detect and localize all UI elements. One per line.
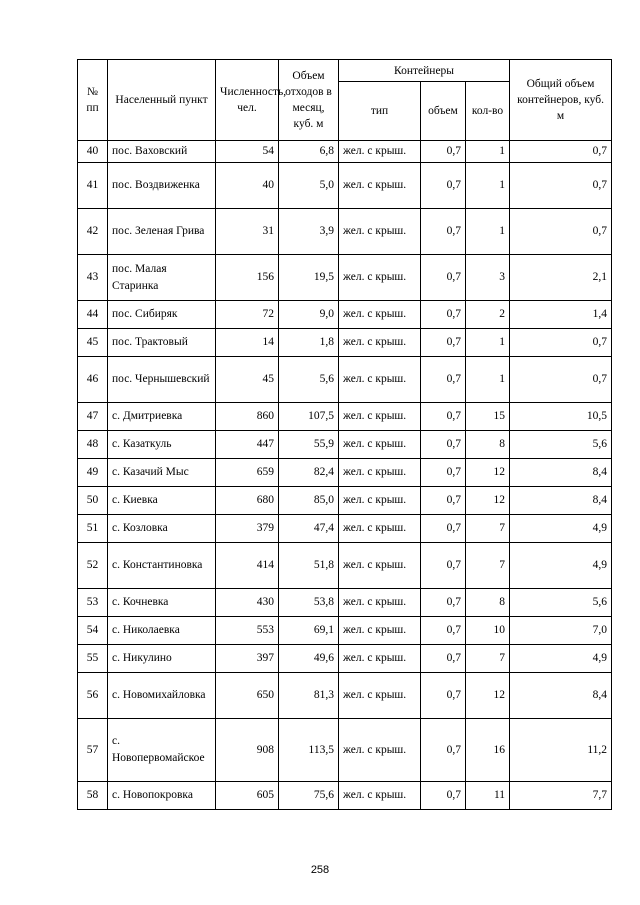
population-value: 908 [216,719,279,782]
total-volume-value: 8,4 [510,673,612,719]
container-count-value: 1 [466,209,510,255]
population-value: 31 [216,209,279,255]
container-type-value: жел. с крыш. [339,329,421,357]
row-number: 53 [78,589,108,617]
container-volume-value: 0,7 [421,673,466,719]
population-value: 72 [216,301,279,329]
container-volume-value: 0,7 [421,487,466,515]
row-number: 40 [78,141,108,163]
container-count-value: 12 [466,487,510,515]
container-volume-value: 0,7 [421,617,466,645]
waste-volume-value: 53,8 [279,589,339,617]
waste-volume-value: 107,5 [279,403,339,431]
settlement-name: с. Казачий Мыс [108,459,216,487]
settlement-name: пос. Трактовый [108,329,216,357]
total-volume-value: 0,7 [510,329,612,357]
table-row [78,673,612,719]
settlement-name: с. Новопокровка [108,782,216,810]
row-number: 55 [78,645,108,673]
container-type-value: жел. с крыш. [339,357,421,403]
table-row [78,459,612,487]
container-count-value: 12 [466,459,510,487]
settlement-name: пос. Зеленая Грива [108,209,216,255]
container-count-value: 3 [466,255,510,301]
table-row [78,543,612,589]
row-number: 54 [78,617,108,645]
total-volume-value: 7,0 [510,617,612,645]
row-number: 57 [78,719,108,782]
waste-volume-value: 5,6 [279,357,339,403]
total-volume-value: 0,7 [510,163,612,209]
header-total-volume: Общий объем контейнеров, куб. м [510,60,612,141]
waste-volume-value: 19,5 [279,255,339,301]
table-row [78,141,612,163]
row-number: 45 [78,329,108,357]
container-count-value: 1 [466,357,510,403]
table-row [78,515,612,543]
table-row [78,617,612,645]
row-number: 51 [78,515,108,543]
row-number: 46 [78,357,108,403]
container-volume-value: 0,7 [421,589,466,617]
population-value: 650 [216,673,279,719]
container-type-value: жел. с крыш. [339,301,421,329]
table-row [78,431,612,459]
container-count-value: 15 [466,403,510,431]
waste-volume-value: 51,8 [279,543,339,589]
settlements-waste-table [77,59,612,810]
container-type-value: жел. с крыш. [339,617,421,645]
population-value: 447 [216,431,279,459]
table-body [78,141,612,810]
container-volume-value: 0,7 [421,459,466,487]
row-number: 58 [78,782,108,810]
row-number: 49 [78,459,108,487]
waste-volume-value: 6,8 [279,141,339,163]
table-row [78,782,612,810]
table-row [78,403,612,431]
container-type-value: жел. с крыш. [339,673,421,719]
total-volume-value: 1,4 [510,301,612,329]
total-volume-value: 0,7 [510,209,612,255]
container-count-value: 12 [466,673,510,719]
container-volume-value: 0,7 [421,403,466,431]
population-value: 379 [216,515,279,543]
table-row [78,589,612,617]
waste-volume-value: 3,9 [279,209,339,255]
container-count-value: 7 [466,543,510,589]
settlement-name: пос. Воздвиженка [108,163,216,209]
population-value: 553 [216,617,279,645]
container-volume-value: 0,7 [421,255,466,301]
population-value: 414 [216,543,279,589]
container-count-value: 11 [466,782,510,810]
container-count-value: 1 [466,163,510,209]
total-volume-value: 5,6 [510,431,612,459]
page-number: 258 [310,864,330,876]
container-type-value: жел. с крыш. [339,782,421,810]
waste-volume-value: 69,1 [279,617,339,645]
waste-volume-value: 75,6 [279,782,339,810]
container-volume-value: 0,7 [421,357,466,403]
table-row [78,329,612,357]
container-count-value: 16 [466,719,510,782]
container-type-value: жел. с крыш. [339,645,421,673]
container-count-value: 2 [466,301,510,329]
settlement-name: с. Козловка [108,515,216,543]
container-volume-value: 0,7 [421,301,466,329]
table-row [78,719,612,782]
total-volume-value: 0,7 [510,141,612,163]
settlement-name: пос. Сибиряк [108,301,216,329]
container-type-value: жел. с крыш. [339,459,421,487]
population-value: 680 [216,487,279,515]
total-volume-value: 10,5 [510,403,612,431]
container-type-value: жел. с крыш. [339,431,421,459]
container-type-value: жел. с крыш. [339,163,421,209]
waste-volume-value: 47,4 [279,515,339,543]
waste-volume-value: 81,3 [279,673,339,719]
header-waste-volume: Объем отходов в месяц, куб. м [279,60,339,141]
total-volume-value: 8,4 [510,459,612,487]
settlement-name: с. Казаткуль [108,431,216,459]
waste-volume-value: 113,5 [279,719,339,782]
settlement-name: с. Кочневка [108,589,216,617]
waste-volume-value: 49,6 [279,645,339,673]
population-value: 659 [216,459,279,487]
header-containers: Контейнеры [339,60,510,82]
waste-volume-value: 55,9 [279,431,339,459]
total-volume-value: 7,7 [510,782,612,810]
container-count-value: 1 [466,329,510,357]
container-type-value: жел. с крыш. [339,543,421,589]
container-count-value: 1 [466,141,510,163]
container-volume-value: 0,7 [421,719,466,782]
container-volume-value: 0,7 [421,543,466,589]
population-value: 860 [216,403,279,431]
row-number: 50 [78,487,108,515]
settlement-name: пос. Малая Старинка [108,255,216,301]
container-count-value: 8 [466,589,510,617]
header-container-type: тип [339,82,421,141]
table-row [78,357,612,403]
row-number: 44 [78,301,108,329]
population-value: 45 [216,357,279,403]
table-row [78,209,612,255]
row-number: 43 [78,255,108,301]
container-type-value: жел. с крыш. [339,589,421,617]
total-volume-value: 8,4 [510,487,612,515]
container-type-value: жел. с крыш. [339,515,421,543]
settlement-name: с. Новомихайловка [108,673,216,719]
population-value: 40 [216,163,279,209]
header-settlement: Населенный пункт [108,60,216,141]
row-number: 48 [78,431,108,459]
population-value: 156 [216,255,279,301]
header-no: № пп [78,60,108,141]
table-row [78,163,612,209]
settlement-name: с. Константиновка [108,543,216,589]
container-volume-value: 0,7 [421,141,466,163]
container-type-value: жел. с крыш. [339,209,421,255]
container-volume-value: 0,7 [421,645,466,673]
table-row [78,645,612,673]
table-row [78,255,612,301]
container-volume-value: 0,7 [421,782,466,810]
header-container-count: кол-во [466,82,510,141]
settlement-name: с. Новопервомайское [108,719,216,782]
container-count-value: 7 [466,515,510,543]
settlement-name: с. Киевка [108,487,216,515]
container-count-value: 10 [466,617,510,645]
container-type-value: жел. с крыш. [339,255,421,301]
waste-volume-value: 5,0 [279,163,339,209]
population-value: 54 [216,141,279,163]
settlement-name: пос. Чернышевский [108,357,216,403]
container-volume-value: 0,7 [421,515,466,543]
container-type-value: жел. с крыш. [339,719,421,782]
population-value: 605 [216,782,279,810]
total-volume-value: 5,6 [510,589,612,617]
container-volume-value: 0,7 [421,163,466,209]
container-count-value: 7 [466,645,510,673]
row-number: 56 [78,673,108,719]
total-volume-value: 4,9 [510,543,612,589]
population-value: 397 [216,645,279,673]
waste-volume-value: 82,4 [279,459,339,487]
waste-volume-value: 1,8 [279,329,339,357]
table-row [78,487,612,515]
settlement-name: с. Николаевка [108,617,216,645]
container-type-value: жел. с крыш. [339,141,421,163]
table-row [78,301,612,329]
total-volume-value: 4,9 [510,645,612,673]
total-volume-value: 0,7 [510,357,612,403]
row-number: 52 [78,543,108,589]
header-container-volume: объем [421,82,466,141]
total-volume-value: 11,2 [510,719,612,782]
population-value: 430 [216,589,279,617]
population-value: 14 [216,329,279,357]
container-type-value: жел. с крыш. [339,403,421,431]
container-volume-value: 0,7 [421,329,466,357]
total-volume-value: 4,9 [510,515,612,543]
container-type-value: жел. с крыш. [339,487,421,515]
total-volume-value: 2,1 [510,255,612,301]
settlement-name: пос. Ваховский [108,141,216,163]
header-population: Численность, чел. [216,60,279,141]
row-number: 42 [78,209,108,255]
row-number: 47 [78,403,108,431]
settlement-name: с. Никулино [108,645,216,673]
container-volume-value: 0,7 [421,431,466,459]
container-volume-value: 0,7 [421,209,466,255]
container-count-value: 8 [466,431,510,459]
settlement-name: с. Дмитриевка [108,403,216,431]
waste-volume-value: 85,0 [279,487,339,515]
row-number: 41 [78,163,108,209]
waste-volume-value: 9,0 [279,301,339,329]
